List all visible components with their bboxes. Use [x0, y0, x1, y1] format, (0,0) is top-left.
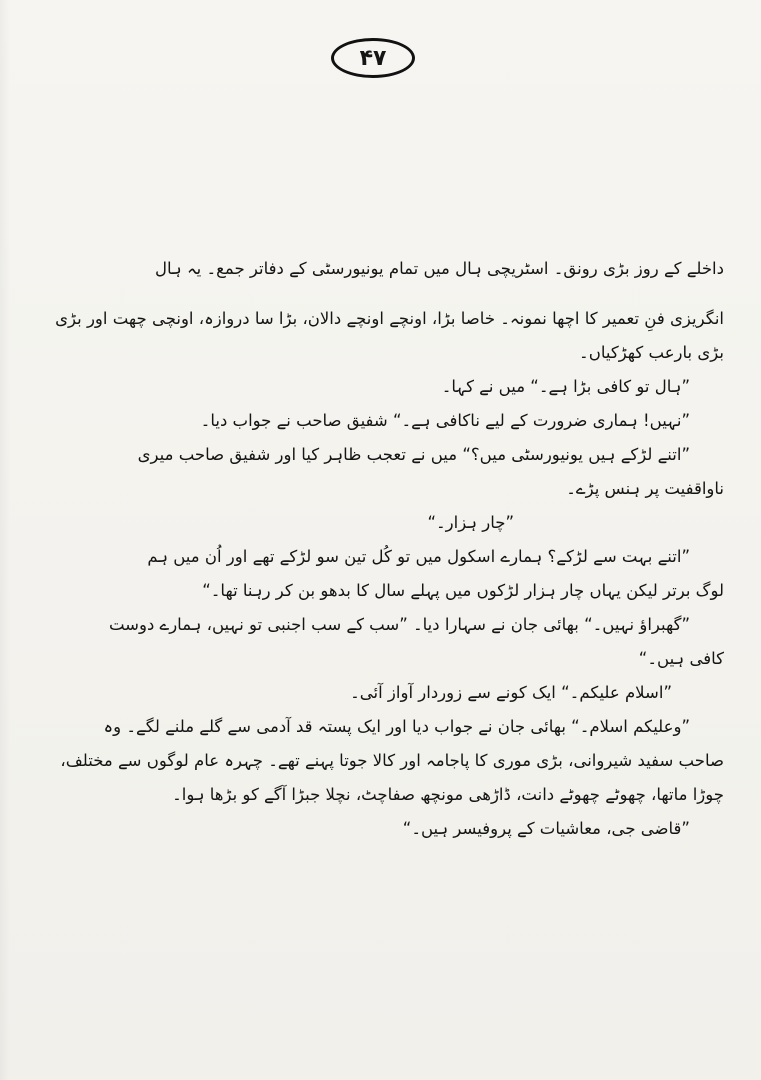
page-body	[40, 252, 724, 846]
text-line: صاحب سفید شیروانی، بڑی موری کا پاجامہ اور کالا جوتا پہنے تھے۔ چہرہ عام لوگوں سے مختلف،	[60, 751, 724, 770]
text-line: ”اتنے بہت سے لڑکے؟ ہمارے اسکول میں تو کُل تین سو لڑکے تھے اور اُن میں ہم	[147, 547, 690, 566]
page-edge-shadow	[0, 0, 10, 1080]
text-line: کافی ہیں۔“	[638, 649, 724, 668]
text-line: ”گھبراؤ نہیں۔“ بھائی جان نے سہارا دیا۔ ”سب کے سب اجنبی تو نہیں، ہمارے دوست	[108, 615, 690, 634]
text-line: ”ہال تو کافی بڑا ہے۔“ میں نے کہا۔	[441, 377, 690, 396]
page-number: ۴۷	[331, 38, 415, 78]
text-line: لوگ برتر لیکن یہاں چار ہزار لڑکوں میں پہلے سال کا بدھو بن کر رہنا تھا۔“	[202, 581, 724, 600]
text-line: ”چار ہزار۔“	[427, 513, 514, 532]
text-line: چوڑا ماتھا، چھوٹے چھوٹے دانت، ڈاڑھی مونچھ صفاچٹ، نچلا جبڑا آگے کو بڑھا ہوا۔	[172, 785, 724, 804]
text-line: انگریزی فنِ تعمیر کا اچھا نمونہ۔ خاصا بڑا، اونچے اونچے دالان، بڑا سا دروازہ، اونچی چھت اور بڑی	[55, 309, 724, 328]
text-line: ”وعلیکم اسلام۔“ بھائی جان نے جواب دیا اور ایک پستہ قد آدمی سے گلے ملنے لگے۔ وہ	[103, 717, 690, 736]
text-line: ”اتنے لڑکے ہیں یونیورسٹی میں؟“ میں نے تعجب ظاہر کیا اور شفیق صاحب میری	[137, 445, 690, 464]
text-line: بڑی بارعب کھڑکیاں۔	[579, 343, 724, 362]
text-line: ”نہیں! ہماری ضرورت کے لیے ناکافی ہے۔“ شفیق صاحب نے جواب دیا۔	[200, 411, 690, 430]
text-line: ”اسلام علیکم۔“ ایک کونے سے زوردار آواز آئی۔	[350, 683, 672, 702]
text-line: ”قاضی جی، معاشیات کے پروفیسر ہیں۔“	[402, 819, 690, 838]
text-line: داخلے کے روز بڑی رونق۔ اسٹریچی ہال میں تمام یونیورسٹی کے دفاتر جمع۔ یہ ہال	[155, 259, 724, 278]
text-line: ناواقفیت پر ہنس پڑے۔	[566, 479, 724, 498]
